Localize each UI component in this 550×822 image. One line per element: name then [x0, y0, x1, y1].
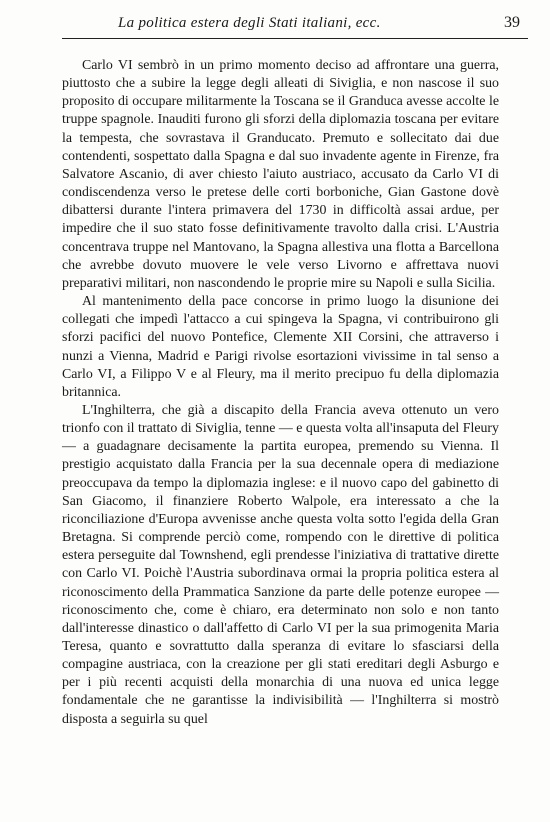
- page-number: 39: [504, 14, 520, 31]
- paragraph: Al mantenimento della pace concorse in primo luogo la disunione dei collegati che impedì l'attacco a cui spingeva la Spagna, vi contribuirono gli sforzi pacifici del nuovo Pontefice, Clemente XII Corsini, che attraverso i nunzi a Vienna, Madrid e Parigi rivolse esortazioni vivissime in tal senso a Carlo VI, a Filippo V e al Fleury, ma il merito precipuo fu della diplomazia britannica.: [62, 294, 499, 400]
- running-header: [62, 12, 528, 39]
- paragraph: Carlo VI sembrò in un primo momento deciso ad affrontare una guerra, piuttosto che a subire la legge degli alleati di Siviglia, e non nascose il suo proposito di occupare militarmente la Toscana se il Granduca avesse accolte le truppe spagnole. Inauditi furono gli sforzi della diplomazia toscana per evitare la tempesta, che sovrastava il Granducato. Premuto e sollecitato dai due contendenti, sospettato dalla Spagna e dal suo invadente agente in Firenze, fra Salvatore Ascanio, di aver chiesto l'aiuto austriaco, accusato da Carlo VI di condiscendenza verso le pretese delle corti borboniche, Gian Gastone dovè dibattersi durante l'intera primavera del 1730 in difficoltà assai ardue, per impedire che il suo stato fosse definitivamente travolto dalla crisi. L'Austria concentrava truppe nel Mantovano, la Spagna allestiva una flotta a Barcellona che avrebbe dovuto muovere le vele verso Livorno e affrettava nuovi preparativi militari, non nascondendo le proprie mire su Napoli e sulla Sicilia.: [62, 58, 499, 291]
- running-title: La politica estera degli Stati italiani, ecc.: [118, 15, 381, 31]
- paragraph: L'Inghilterra, che già a discapito della Francia aveva ottenuto un vero trionfo con il trattato di Siviglia, tenne — e questa volta all'insaputa del Fleury — a guadagnare decisamente la partita europea, premendo su Vienna. Il prestigio acquistato dalla Francia per la sua decennale opera di mediazione preoccupava da tempo la diplomazia inglese: e il nuovo capo del gabinetto di San Giacomo, il finanziere Roberto Walpole, era interessato a che la riconciliazione d'Europa avvenisse anche questa volta sotto l'egida della Gran Bretagna. Si comprende perciò come, rompendo con le direttive di politica estera perseguite dal Townshend, egli prendesse l'iniziativa di trattative dirette con Carlo VI. Poichè l'Austria subordinava ormai la propria politica estera al riconoscimento della Prammatica Sanzione da parte delle potenze europee — riconoscimento che, come è chiaro, era determinato non solo e non tanto dall'interesse dinastico o dall'affetto di Carlo VI per la sua primogenita Maria Teresa, quanto e sovrattutto dalla speranza di evitare lo sfasciarsi della compagine austriaca, con la creazione per gli stati ereditari degli Asburgo e per i più recenti acquisti della monarchia di una nuova ed unica legge fondamentale che ne garantisse la indivisibilità — l'Inghilterra si mostrò disposta a seguirla su quel: [62, 402, 499, 727]
- body-text: [62, 57, 499, 729]
